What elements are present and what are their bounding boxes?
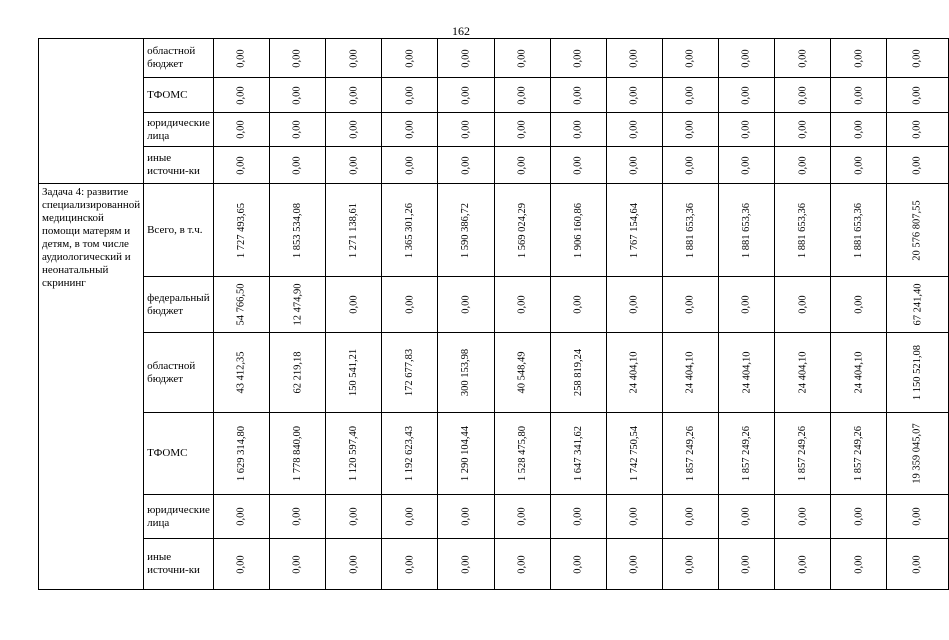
value-cell: [382, 413, 438, 495]
table-row: [39, 277, 949, 333]
value-cell: [550, 539, 606, 590]
value-cell: [270, 113, 326, 147]
cell-value: 0,00: [741, 48, 753, 68]
value-cell: [775, 495, 831, 539]
value-cell: [438, 333, 494, 413]
cell-value: 0,00: [912, 85, 924, 105]
cell-value: 0,00: [628, 120, 640, 139]
page-number: 162: [452, 24, 470, 38]
cell-value: 0,00: [741, 155, 753, 175]
cell-value: 1 857 249,26: [741, 425, 753, 482]
value-cell: [213, 39, 269, 78]
value-cell: [270, 539, 326, 590]
value-cell: [606, 113, 662, 147]
value-cell: [494, 184, 550, 277]
value-cell: [382, 184, 438, 277]
value-cell: [494, 333, 550, 413]
cell-value: 20 576 807,55: [912, 199, 924, 261]
value-cell: [775, 113, 831, 147]
cell-value: 12 474,90: [292, 283, 304, 326]
value-cell: [831, 495, 887, 539]
cell-value: 0,00: [572, 295, 584, 314]
value-cell: [831, 184, 887, 277]
value-cell: [775, 333, 831, 413]
cell-value: 67 241,40: [912, 283, 924, 326]
value-cell: [550, 333, 606, 413]
value-cell: [494, 413, 550, 495]
value-cell: [270, 495, 326, 539]
cell-value: 0,00: [348, 85, 360, 105]
value-cell: [887, 147, 948, 184]
cell-value: 0,00: [853, 554, 865, 574]
value-cell: [382, 333, 438, 413]
cell-value: 19 359 045,07: [912, 423, 924, 484]
cell-value: 0,00: [797, 155, 809, 175]
cell-value: 0,00: [235, 554, 247, 574]
cell-value: 0,00: [404, 120, 416, 139]
value-cell: [719, 277, 775, 333]
cell-value: 0,00: [460, 155, 472, 175]
value-cell: [494, 277, 550, 333]
cell-value: 0,00: [853, 48, 865, 68]
cell-value: 0,00: [912, 507, 924, 526]
value-cell: [550, 113, 606, 147]
cell-value: 1 727 493,65: [235, 202, 247, 258]
value-cell: [662, 184, 718, 277]
cell-value: 0,00: [741, 120, 753, 139]
value-cell: [382, 277, 438, 333]
value-cell: [606, 333, 662, 413]
value-cell: [213, 78, 269, 113]
table-row: [39, 413, 949, 495]
cell-value: 0,00: [460, 507, 472, 526]
value-cell: [550, 413, 606, 495]
value-cell: [326, 184, 382, 277]
value-cell: [213, 333, 269, 413]
value-cell: [606, 495, 662, 539]
cell-value: 0,00: [235, 507, 247, 526]
value-cell: [606, 413, 662, 495]
value-cell: [382, 539, 438, 590]
value-cell: [438, 113, 494, 147]
value-cell: [662, 333, 718, 413]
value-cell: [775, 147, 831, 184]
value-cell: [775, 78, 831, 113]
cell-value: 0,00: [516, 554, 528, 574]
funding-source: иные источни-ки: [144, 147, 214, 184]
value-cell: [213, 184, 269, 277]
cell-value: 150 541,21: [348, 348, 360, 397]
cell-value: 0,00: [797, 554, 809, 574]
cell-value: 0,00: [797, 48, 809, 68]
cell-value: 1 881 653,36: [684, 202, 696, 258]
cell-value: 0,00: [628, 48, 640, 68]
value-cell: [438, 78, 494, 113]
value-cell: [494, 147, 550, 184]
cell-value: 0,00: [853, 85, 865, 105]
cell-value: 0,00: [853, 155, 865, 175]
value-cell: [270, 413, 326, 495]
cell-value: 0,00: [628, 507, 640, 526]
cell-value: 1 767 154,64: [628, 202, 640, 258]
table-row: [39, 39, 949, 78]
value-cell: [719, 495, 775, 539]
value-cell: [775, 277, 831, 333]
cell-value: 0,00: [628, 85, 640, 105]
cell-value: 0,00: [572, 554, 584, 574]
cell-value: 0,00: [628, 295, 640, 314]
cell-value: 1 192 623,43: [404, 425, 416, 482]
cell-value: 0,00: [853, 507, 865, 526]
value-cell: [550, 147, 606, 184]
cell-value: 0,00: [684, 295, 696, 314]
cell-value: 0,00: [912, 155, 924, 175]
value-cell: [719, 147, 775, 184]
cell-value: 0,00: [348, 507, 360, 526]
value-cell: [606, 78, 662, 113]
value-cell: [213, 495, 269, 539]
cell-value: 1 857 249,26: [684, 425, 696, 482]
cell-value: 1 290 104,44: [460, 425, 472, 482]
cell-value: 0,00: [460, 120, 472, 139]
cell-value: 0,00: [348, 295, 360, 314]
table-row: [39, 147, 949, 184]
cell-value: 1 906 160,86: [572, 202, 584, 258]
cell-value: 0,00: [516, 295, 528, 314]
value-cell: [719, 333, 775, 413]
value-cell: [326, 495, 382, 539]
value-cell: [887, 413, 948, 495]
value-cell: [326, 539, 382, 590]
cell-value: 0,00: [853, 295, 865, 314]
funding-source: ТФОМС: [144, 78, 214, 113]
value-cell: [831, 113, 887, 147]
cell-value: 54 766,50: [235, 283, 247, 326]
cell-value: 172 677,83: [404, 348, 416, 397]
value-cell: [662, 113, 718, 147]
value-cell: [326, 39, 382, 78]
funding-source: Всего, в т.ч.: [144, 184, 214, 277]
cell-value: 0,00: [460, 48, 472, 68]
value-cell: [719, 39, 775, 78]
cell-value: 0,00: [292, 48, 304, 68]
value-cell: [831, 147, 887, 184]
cell-value: 0,00: [797, 120, 809, 139]
value-cell: [887, 495, 948, 539]
cell-value: 300 153,98: [460, 348, 472, 397]
cell-value: 0,00: [235, 85, 247, 105]
funding-source: иные источни-ки: [144, 539, 214, 590]
cell-value: 0,00: [292, 85, 304, 105]
value-cell: [494, 539, 550, 590]
value-cell: [831, 277, 887, 333]
cell-value: 0,00: [235, 155, 247, 175]
cell-value: 0,00: [516, 507, 528, 526]
cell-value: 0,00: [912, 48, 924, 68]
cell-value: 24 404,10: [797, 351, 809, 394]
value-cell: [606, 539, 662, 590]
value-cell: [719, 78, 775, 113]
cell-value: 0,00: [292, 155, 304, 175]
value-cell: [662, 277, 718, 333]
value-cell: [382, 78, 438, 113]
value-cell: [606, 277, 662, 333]
cell-value: 0,00: [460, 295, 472, 314]
value-cell: [326, 333, 382, 413]
cell-value: 24 404,10: [853, 351, 865, 394]
cell-value: 1 881 653,36: [797, 202, 809, 258]
value-cell: [887, 78, 948, 113]
cell-value: 1 590 386,72: [460, 202, 472, 258]
cell-value: 1 778 840,00: [292, 425, 304, 482]
value-cell: [326, 147, 382, 184]
value-cell: [213, 113, 269, 147]
value-cell: [382, 113, 438, 147]
cell-value: 0,00: [741, 85, 753, 105]
cell-value: 0,00: [628, 554, 640, 574]
cell-value: 1 881 653,36: [853, 202, 865, 258]
value-cell: [438, 184, 494, 277]
value-cell: [213, 277, 269, 333]
value-cell: [382, 147, 438, 184]
value-cell: [606, 184, 662, 277]
funding-source: областной бюджет: [144, 39, 214, 78]
value-cell: [662, 39, 718, 78]
cell-value: 0,00: [404, 48, 416, 68]
value-cell: [550, 277, 606, 333]
value-cell: [270, 78, 326, 113]
value-cell: [270, 39, 326, 78]
value-cell: [213, 539, 269, 590]
value-cell: [662, 147, 718, 184]
cell-value: 0,00: [404, 85, 416, 105]
cell-value: 0,00: [516, 120, 528, 139]
value-cell: [719, 413, 775, 495]
cell-value: 0,00: [292, 554, 304, 574]
cell-value: 1 647 341,62: [572, 425, 584, 482]
cell-value: 0,00: [348, 554, 360, 574]
cell-value: 43 412,35: [235, 351, 247, 394]
cell-value: 1 120 597,40: [348, 425, 360, 482]
cell-value: 24 404,10: [684, 351, 696, 394]
value-cell: [494, 39, 550, 78]
cell-value: 0,00: [348, 48, 360, 68]
value-cell: [213, 413, 269, 495]
cell-value: 1 569 024,29: [516, 202, 528, 258]
cell-value: 0,00: [292, 507, 304, 526]
cell-value: 0,00: [797, 507, 809, 526]
value-cell: [831, 413, 887, 495]
cell-value: 0,00: [404, 295, 416, 314]
value-cell: [887, 39, 948, 78]
value-cell: [438, 539, 494, 590]
cell-value: 0,00: [404, 554, 416, 574]
cell-value: 0,00: [741, 554, 753, 574]
cell-value: 0,00: [348, 155, 360, 175]
cell-value: 0,00: [741, 507, 753, 526]
cell-value: 0,00: [912, 554, 924, 574]
cell-value: 0,00: [572, 120, 584, 139]
value-cell: [438, 495, 494, 539]
value-cell: [831, 333, 887, 413]
value-cell: [326, 413, 382, 495]
cell-value: 0,00: [235, 48, 247, 68]
cell-value: 0,00: [684, 120, 696, 139]
value-cell: [270, 147, 326, 184]
cell-value: 0,00: [684, 85, 696, 105]
funding-source: федеральный бюджет: [144, 277, 214, 333]
cell-value: 1 271 138,61: [348, 202, 360, 258]
funding-table: [38, 38, 949, 590]
value-cell: [662, 539, 718, 590]
value-cell: [438, 413, 494, 495]
value-cell: [775, 413, 831, 495]
task-description: Задача 4: развитие специализированной медицинской помощи матерям и детям, в том числе аудиологический и неонатальный скрининг: [39, 184, 144, 590]
value-cell: [438, 147, 494, 184]
value-cell: [326, 78, 382, 113]
cell-value: 1 881 653,36: [741, 202, 753, 258]
cell-value: 0,00: [684, 554, 696, 574]
cell-value: 0,00: [460, 85, 472, 105]
value-cell: [326, 277, 382, 333]
cell-value: 1 853 534,08: [292, 202, 304, 258]
cell-value: 0,00: [628, 155, 640, 175]
value-cell: [887, 539, 948, 590]
cell-value: 0,00: [404, 155, 416, 175]
value-cell: [494, 113, 550, 147]
funding-source: юридические лица: [144, 495, 214, 539]
value-cell: [270, 184, 326, 277]
cell-value: 0,00: [572, 155, 584, 175]
cell-value: 0,00: [853, 120, 865, 139]
table-row: [39, 78, 949, 113]
cell-value: 1 857 249,26: [797, 425, 809, 482]
cell-value: 0,00: [741, 295, 753, 314]
cell-value: 1 528 475,80: [516, 425, 528, 482]
cell-value: 0,00: [516, 155, 528, 175]
value-cell: [550, 184, 606, 277]
cell-value: 0,00: [797, 85, 809, 105]
value-cell: [382, 495, 438, 539]
value-cell: [662, 78, 718, 113]
cell-value: 0,00: [404, 507, 416, 526]
funding-source: областной бюджет: [144, 333, 214, 413]
cell-value: 0,00: [572, 507, 584, 526]
cell-value: 0,00: [292, 120, 304, 139]
cell-value: 0,00: [797, 295, 809, 314]
cell-value: 24 404,10: [628, 351, 640, 394]
cell-value: 1 629 314,80: [235, 425, 247, 482]
value-cell: [494, 495, 550, 539]
value-cell: [270, 333, 326, 413]
value-cell: [831, 39, 887, 78]
value-cell: [719, 184, 775, 277]
value-cell: [887, 333, 948, 413]
cell-value: 0,00: [684, 48, 696, 68]
cell-value: 1 857 249,26: [853, 425, 865, 482]
value-cell: [606, 147, 662, 184]
value-cell: [719, 113, 775, 147]
table-row: [39, 495, 949, 539]
cell-value: 0,00: [684, 155, 696, 175]
value-cell: [494, 78, 550, 113]
cell-value: 0,00: [516, 48, 528, 68]
value-cell: [550, 39, 606, 78]
table-row: [39, 184, 949, 277]
funding-source: ТФОМС: [144, 413, 214, 495]
value-cell: [887, 113, 948, 147]
blank-task-cell: [39, 39, 144, 184]
value-cell: [775, 539, 831, 590]
value-cell: [382, 39, 438, 78]
value-cell: [550, 78, 606, 113]
value-cell: [662, 413, 718, 495]
cell-value: 1 150 521,08: [912, 344, 924, 401]
table-row: [39, 539, 949, 590]
cell-value: 1 365 301,26: [404, 202, 416, 258]
value-cell: [887, 277, 948, 333]
cell-value: 0,00: [460, 554, 472, 574]
value-cell: [831, 78, 887, 113]
cell-value: 0,00: [684, 507, 696, 526]
cell-value: 0,00: [912, 120, 924, 139]
value-cell: [775, 184, 831, 277]
cell-value: 0,00: [235, 120, 247, 139]
cell-value: 0,00: [348, 120, 360, 139]
cell-value: 24 404,10: [741, 351, 753, 394]
value-cell: [550, 495, 606, 539]
table-row: [39, 333, 949, 413]
value-cell: [326, 113, 382, 147]
cell-value: 0,00: [516, 85, 528, 105]
value-cell: [775, 39, 831, 78]
cell-value: 0,00: [572, 48, 584, 68]
value-cell: [831, 539, 887, 590]
funding-source: юридические лица: [144, 113, 214, 147]
value-cell: [213, 147, 269, 184]
value-cell: [606, 39, 662, 78]
cell-value: 62 219,18: [292, 351, 304, 394]
cell-value: 40 548,49: [516, 351, 528, 394]
cell-value: 1 742 750,54: [628, 425, 640, 482]
value-cell: [438, 39, 494, 78]
value-cell: [719, 539, 775, 590]
cell-value: 258 819,24: [572, 348, 584, 397]
value-cell: [270, 277, 326, 333]
value-cell: [887, 184, 948, 277]
cell-value: 0,00: [572, 85, 584, 105]
value-cell: [438, 277, 494, 333]
table-row: [39, 113, 949, 147]
value-cell: [662, 495, 718, 539]
